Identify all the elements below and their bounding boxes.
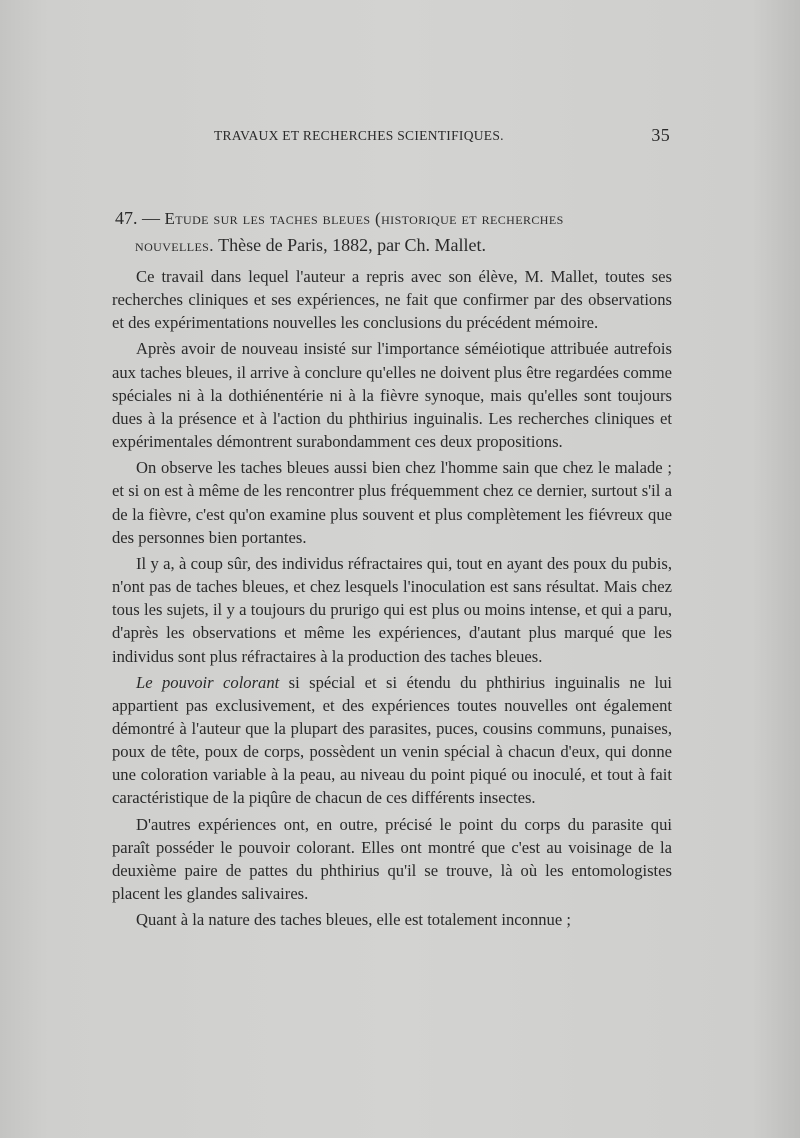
page-number: 35 <box>651 125 670 145</box>
entry-title-line2 <box>115 232 670 259</box>
entry-title-line2-smallcaps: nouvelles. <box>135 236 214 255</box>
entry-title-line1: Etude sur les taches bleues (historique et recherches <box>164 209 564 228</box>
paragraph: Ce travail dans lequel l'auteur a repris avec son élève, M. Mallet, toutes ses recherches cliniques et ses expériences, ne fait que confirmer par des observations et des expérimentations nouvelles les conclusions du précédent mémoire. <box>112 267 672 333</box>
paragraph: Quant à la nature des taches bleues, elle est totalement inconnue ; <box>136 910 571 930</box>
paragraph: Il y a, à coup sûr, des individus réfractaires qui, tout en ayant des poux du pubis, n'ont pas de taches bleues, et chez lesquels l'inoculation est sans résultat. Mais chez tous les sujets, il y a toujours du prurigo qui est plus ou moins intense, et qui a paru, d'après les observations et même les expériences, d'autant plus marqué que les individus sont plus réfractaires à la production des taches bleues. <box>112 553 672 666</box>
entry-title <box>115 205 670 259</box>
body-text <box>112 265 672 931</box>
paragraph-italic-lead: Le pouvoir colorant <box>136 672 280 692</box>
paragraph: Après avoir de nouveau insisté sur l'importance séméiotique attribuée autrefois aux taches bleues, il arrive à conclure qu'elles ne doivent plus être regardées comme spéciales ni à la dothiénentérie ni à la fièvre synoque, mais qu'elles sont toujours dues à la présence et à l'action du phthirius inguinalis. Les recherches cliniques et expérimentales démontrent surabondamment ces deux propositions. <box>112 339 672 452</box>
running-title: TRAVAUX ET RECHERCHES SCIENTIFIQUES. <box>214 128 504 143</box>
paragraph: D'autres expériences ont, en outre, précisé le point du corps du parasite qui paraît posséder le pouvoir colorant. Elles ont montré que c'est au voisinage de la deuxième paire de pattes du phthirius qu'il se trouve, là où les entomologistes placent les glandes salivaires. <box>112 814 672 904</box>
paragraph <box>112 671 672 810</box>
paragraph: On observe les taches bleues aussi bien chez l'homme sain que chez le malade ; et si on est à même de les rencontrer plus fréquemment chez ce dernier, surtout s'il a de la fièvre, c'est qu'on examine plus souvent et plus complètement les fiévreux que des personnes bien portantes. <box>112 458 672 547</box>
entry-title-line2-rest: Thèse de Paris, 1882, par Ch. Mallet. <box>213 235 487 255</box>
paragraph-rest: si spécial et si étendu du phthirius inguinalis ne lui appartient pas exclusivement, et des expériences toutes nouvelles ont également démontré à l'auteur que la plupart des parasites, puces, cousins communs, punaises, poux de tête, poux de corps, possèdent un venin spécial à chacun d'eux, qui donne une coloration variable à la peau, au niveau du point piqué ou inoculé, et tout à fait caractéristique de la piqûre de chacun de ces différents insectes. <box>112 672 672 808</box>
entry-number: 47. — <box>115 208 160 228</box>
